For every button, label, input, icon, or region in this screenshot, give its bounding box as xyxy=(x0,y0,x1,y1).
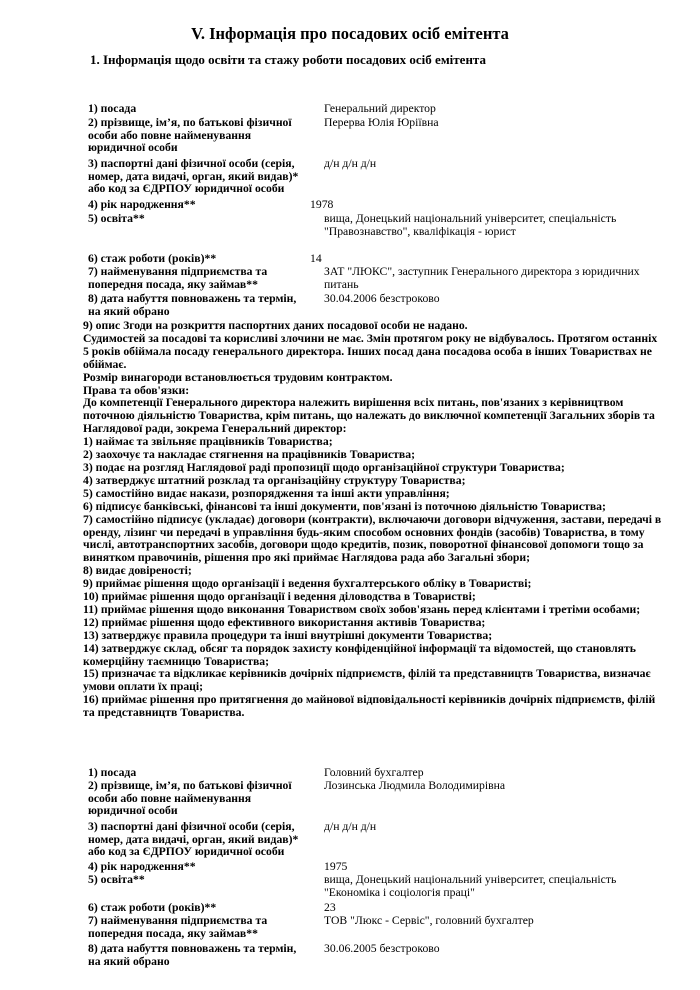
info-line: 9) опис Згоди на розкриття паспортних даних посадової особи не надано. xyxy=(83,319,468,332)
value-position: Головний бухгалтер xyxy=(324,766,424,779)
officer-other-info xyxy=(83,320,663,720)
label-name: 2) прізвище, ім’я, по батькові фізичної особи або повне найменування юридичної особи xyxy=(88,116,292,155)
label-birth-year: 4) рік народження** xyxy=(88,860,196,873)
label-prev-position: 7) найменування підприємства та попередня посада, яку займав** xyxy=(88,265,268,291)
value-appointment: 30.04.2006 безстроково xyxy=(324,292,440,305)
value-prev-position: ЗАТ "ЛЮКС", заступник Генерального директора з юридичних питань xyxy=(324,265,640,291)
value-education: вища, Донецький національний університет, спеціальність "Правознавство", кваліфікація - юрист xyxy=(324,212,617,238)
label-education: 5) освіта** xyxy=(88,873,145,886)
duty-item: 3) подає на розгляд Наглядової раді пропозиції щодо організаційної структури Товариства; xyxy=(83,460,565,474)
label-passport: 3) паспортні дані фізичної особи (серія, номер, дата видачі, орган, який видав)* або код за ЄДРПОУ юридичної особи xyxy=(88,157,299,196)
value-passport: д/н д/н д/н xyxy=(324,820,377,833)
duty-item: 1) наймає та звільняє працівників Товариства; xyxy=(83,435,333,449)
value-name: Перерва Юлія Юріївна xyxy=(324,116,439,129)
duty-item: 11) приймає рішення щодо виконання Товариством своїх зобов'язань перед клієнтами і третіми особами; xyxy=(83,602,641,616)
label-passport: 3) паспортні дані фізичної особи (серія, номер, дата видачі, орган, який видав)* або код за ЄДРПОУ юридичної особи xyxy=(88,820,299,859)
info-line: Права та обов'язки: xyxy=(83,383,190,397)
label-name: 2) прізвище, ім’я, по батькові фізичної особи або повне найменування юридичної особи xyxy=(88,779,292,818)
value-experience: 14 xyxy=(310,252,322,265)
value-experience: 23 xyxy=(324,901,336,914)
value-birth-year: 1975 xyxy=(324,860,348,873)
duty-item: 5) самостійно видає накази, розпорядження та інші акти управління; xyxy=(83,486,450,500)
label-experience: 6) стаж роботи (років)** xyxy=(88,252,217,265)
duty-item: 10) приймає рішення щодо організації і ведення діловодства в Товаристві; xyxy=(83,590,476,604)
duty-item: 7) самостійно підписує (укладає) договори (контракти), включаючи договори відчуження, застави, передачі в оренду, лізинг чи передачі в управління будь-яким способом основних фондів (засобів) Товариства, в тому числі, автотранспортних засобів, договори щодо кредитів, позик, поворотної фінансової допомоги тощо за винятком правочинів, рішення про які приймає Наглядова рада або Загальні збори; xyxy=(83,512,662,565)
duty-item: 9) приймає рішення щодо організації і ведення бухгалтерського обліку в Товаристві; xyxy=(83,577,532,591)
label-position: 1) посада xyxy=(88,766,137,779)
value-name: Лозинська Людмила Володимирівна xyxy=(324,779,506,792)
duty-item: 6) підписує банківські, фінансові та інші документи, пов'язані із поточною діяльністю Товариства; xyxy=(83,499,606,513)
label-prev-position: 7) найменування підприємства та попередня посада, яку займав** xyxy=(88,914,268,940)
value-education: вища, Донецький національний університет, спеціальність "Економіка і соціологія праці" xyxy=(324,873,617,899)
section-title: V. Інформація про посадових осіб емітента xyxy=(191,24,509,43)
label-position: 1) посада xyxy=(88,102,137,115)
duty-item: 16) приймає рішення про притягнення до майнової відповідальності керівників дочірніх підприємств, філій та представництв Товариства. xyxy=(83,693,656,720)
value-position: Генеральний директор xyxy=(324,102,436,115)
value-prev-position: ТОВ "Люкс - Сервіс", головний бухгалтер xyxy=(324,914,534,927)
info-line: До компетенції Генерального директора належить вирішення всіх питань, пов'язаних з керівництвом поточною діяльністю Товариства, крім питань, що належать до виключної компетенції Загальних зборів та Наглядової ради, зокрема Генеральний директор: xyxy=(83,396,655,436)
label-education: 5) освіта** xyxy=(88,212,145,225)
value-passport: д/н д/н д/н xyxy=(324,157,377,170)
value-birth-year: 1978 xyxy=(310,198,334,211)
duty-item: 4) затверджує штатний розклад та організаційну структуру Товариства; xyxy=(83,473,466,487)
value-appointment: 30.06.2005 безстроково xyxy=(324,942,440,955)
info-line: Розмір винагороди встановлюється трудовим контрактом. xyxy=(83,370,393,384)
label-experience: 6) стаж роботи (років)** xyxy=(88,901,217,914)
label-appointment: 8) дата набуття повноважень та термін, на який обрано xyxy=(88,942,297,968)
duty-item: 13) затверджує правила процедури та інші внутрішні документи Товариства; xyxy=(83,628,493,642)
label-birth-year: 4) рік народження** xyxy=(88,198,196,211)
info-line: Судимостей за посадові та корисливі злочини не має. Змін протягом року не відбувалось. Протягом останніх 5 років обіймала посаду генерального директора. Інших посад дана посадова особа в інших Товариствах не обіймає. xyxy=(83,331,658,371)
duty-item: 15) призначає та відкликає керівників дочірніх підприємств, філій та представництв Товариства, визначає умови оплати їх праці; xyxy=(83,667,651,694)
label-appointment: 8) дата набуття повноважень та термін, на який обрано xyxy=(88,292,297,318)
duty-item: 8) видає довіреності; xyxy=(83,564,192,578)
duty-item: 2) заохочує та накладає стягнення на працівників Товариства; xyxy=(83,448,415,462)
subsection-title: 1. Інформація щодо освіти та стажу роботи посадових осіб емітента xyxy=(90,52,486,67)
duty-item: 12) приймає рішення щодо ефективного використання активів Товариства; xyxy=(83,615,486,629)
duty-item: 14) затверджує склад, обсяг та порядок захисту конфіденційної інформації та відомостей, що становлять комерційну таємницю Товариства; xyxy=(83,641,636,668)
